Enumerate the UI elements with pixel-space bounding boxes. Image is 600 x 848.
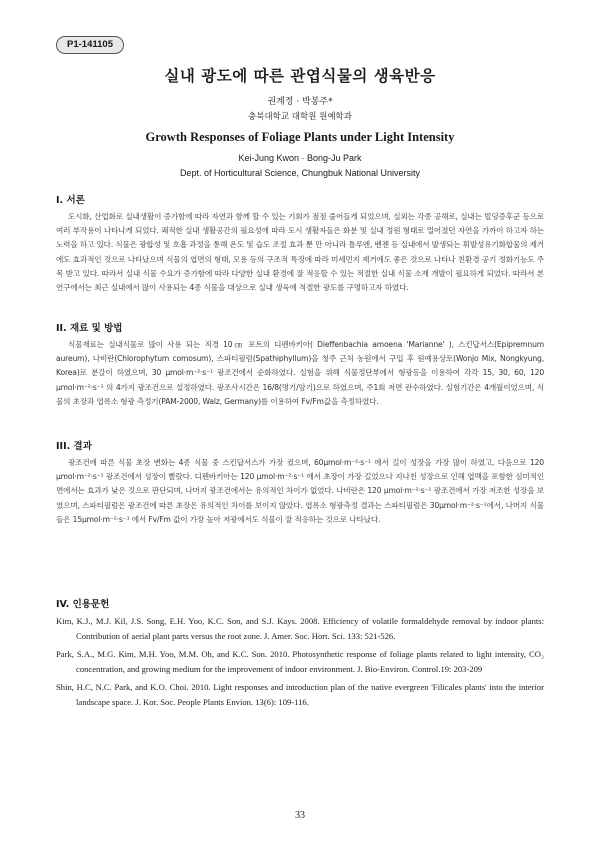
- section-body: 도시화, 산업화로 실내생활이 증가함에 따라 자연과 함께 할 수 있는 기회가 점점 줄어들게 되었으며, 실외는 각종 공해로, 실내는 빌딩증후군 등으로 여러 부작용이 나타나게 되었다. 쾌적한 실내 생활공간의 필요성에 따라 도시 생활자들은 화분 및 실내 정원 형태로 멀어졌던 자연을 가까이 하고자 하는 노력을 하고 있다. 식물은 광합성 및 호흡 과정을 통해 온도 및 습도 조절 효과 뿐 만 아니라 톨루엔, 벤젠 등 실내에서 발생되는 휘발성유기화합물의 제거에도 효과적인 것으로 나타났으며 식물의 엽면의 형태, 모용 등의 구조적 특징에 따라 미세먼지 제거에도 좋은 것으로 나타나 친환경 공기 정화기능도 주목 받고 있다. 따라서 실내 식물 수요가 증가함에 따라 다양한 실내 환경에 잘 적응할 수 있는 적절한 실내 식물 소재 개발이 필요하게 되었다. 따라서 본 연구에서는 최근 실내에서 많이 사용되는 4종 식물을 대상으로 실내 생육에 적절한 광도를 구명하고자 하였다.: [56, 212, 544, 293]
- reference-item: Shin, H.C, N.C. Park, and K.O. Choi. 2010. Light responses and introduction plan of the native evergreen 'Filicales plants' into the interior landscape space. J. Kor. Soc. People Plants Envion. 13(6): 109-116.: [56, 682, 544, 707]
- section-methods: [56, 320, 544, 409]
- section-heading: II. 재료 및 방법: [56, 323, 123, 334]
- affiliation-english: Dept. of Horticultural Science, Chungbuk National University: [179, 168, 421, 178]
- references-section: [56, 596, 544, 713]
- section-heading: III. 결과: [56, 441, 92, 452]
- title-english: Growth Responses of Foliage Plants under Light Intensity: [145, 130, 455, 144]
- affiliation-korean: 충북대학교 대학원 원예학과: [248, 112, 352, 122]
- reference-item: Kim, K.J., M.J. Kil, J.S. Song, E.H. Yoo, K.C. Son, and S.J. Kays. 2008. Efficiency of volatile formaldehyde removal by indoor plants: Contribution of aerial plant parts versus the root zone. J. Amer. Soc. Hort. Sci. 133: 521-526.: [56, 616, 544, 641]
- section-body: 광조건에 따른 식물 초장 변화는 4종 식물 중 스킨답서스가 가장 컸으며, 60μmol·m⁻²·s⁻¹ 에서 길이 성장을 가장 많이 하였고, 다음으로 120 μmol·m⁻²·s⁻¹ 광조건에서 성장이 빨랐다. 디펜바키아는 120 μmol·m⁻²·s⁻¹ 에서 초장이 가장 길었으나 지나친 성장으로 인해 엽맥을 포함한 심미적인 면에서는 효과가 낮은 것으로 판단되며, 나머지 광조건에서는 유의적인 차이가 없었다. 나비란은 120 μmol·m⁻²·s⁻¹ 광조건에서 가장 저조한 성장을 보였으며, 스파티필럼은 광조건에 따른 초장은 유의적인 차이를 보이지 않았다. 엽록소 형광측정 결과는 스파티필럼은 30μmol·m⁻²·s⁻¹에서, 나머지 식물들은 15μmol·m⁻²·s⁻¹ 에서 Fv/Fm 값이 가장 높아 저광에서도 식물이 잘 적응하는 것으로 나타났다.: [56, 458, 544, 524]
- section-introduction: [56, 192, 544, 295]
- section-body: 식물재료는 실내식물로 많이 사용 되는 직경 10㎝ 포트의 디펜바키아( Dieffenbachia amoena 'Marianne' ), 스킨답서스(Epipremnum aureum), 나비란(Chlorophytum comosum), 스파티필럼(Spathiphyllum)을 청주 근처 농원에서 구입 후 원예용상토(Wonjo Mix, Nongkyung, Korea)로 분갈이 하였으며, 30 μmol·m⁻²·s⁻¹ 광조건에서 순화하였다. 실험을 위해 식물정단부에서 형광등을 이용하여 각각 15, 30, 60, 120 μmol·m⁻²·s⁻¹ 의 4가지 광조건으로 설정하였다. 광조사시간은 16/8(명기/암기)으로 하였으며, 주1회 저면 관수하였다. 실험기간은 4개월이었으며, 식물의 초장과 엽록소 형광 측정기(PAM-2000, Walz, Germany)를 이용하여 Fv/Fm값을 측정하였다.: [56, 340, 544, 406]
- authors-english: Kei-Jung Kwon · Bong-Ju Park: [238, 153, 362, 163]
- page-number: 33: [295, 810, 305, 821]
- authors-korean: 권계정 · 박봉주*: [267, 97, 333, 107]
- poster-id-badge: P1-141105: [56, 36, 124, 54]
- section-results: [56, 438, 544, 527]
- reference-item: Park, S.A., M.G. Kim, M.H. Yoo, M.M. Oh, and K.C. Son. 2010. Photosynthetic response of foliage plants related to light intensity, CO₂ concentration, and growing medium for the improvement of indoor environment. J. Bio-Environ. Control.19: 203-209: [56, 649, 544, 674]
- title-korean: 실내 광도에 따른 관엽식물의 생육반응: [164, 67, 436, 85]
- references-heading: IV. 인용문헌: [56, 599, 110, 610]
- section-heading: I. 서론: [56, 195, 85, 206]
